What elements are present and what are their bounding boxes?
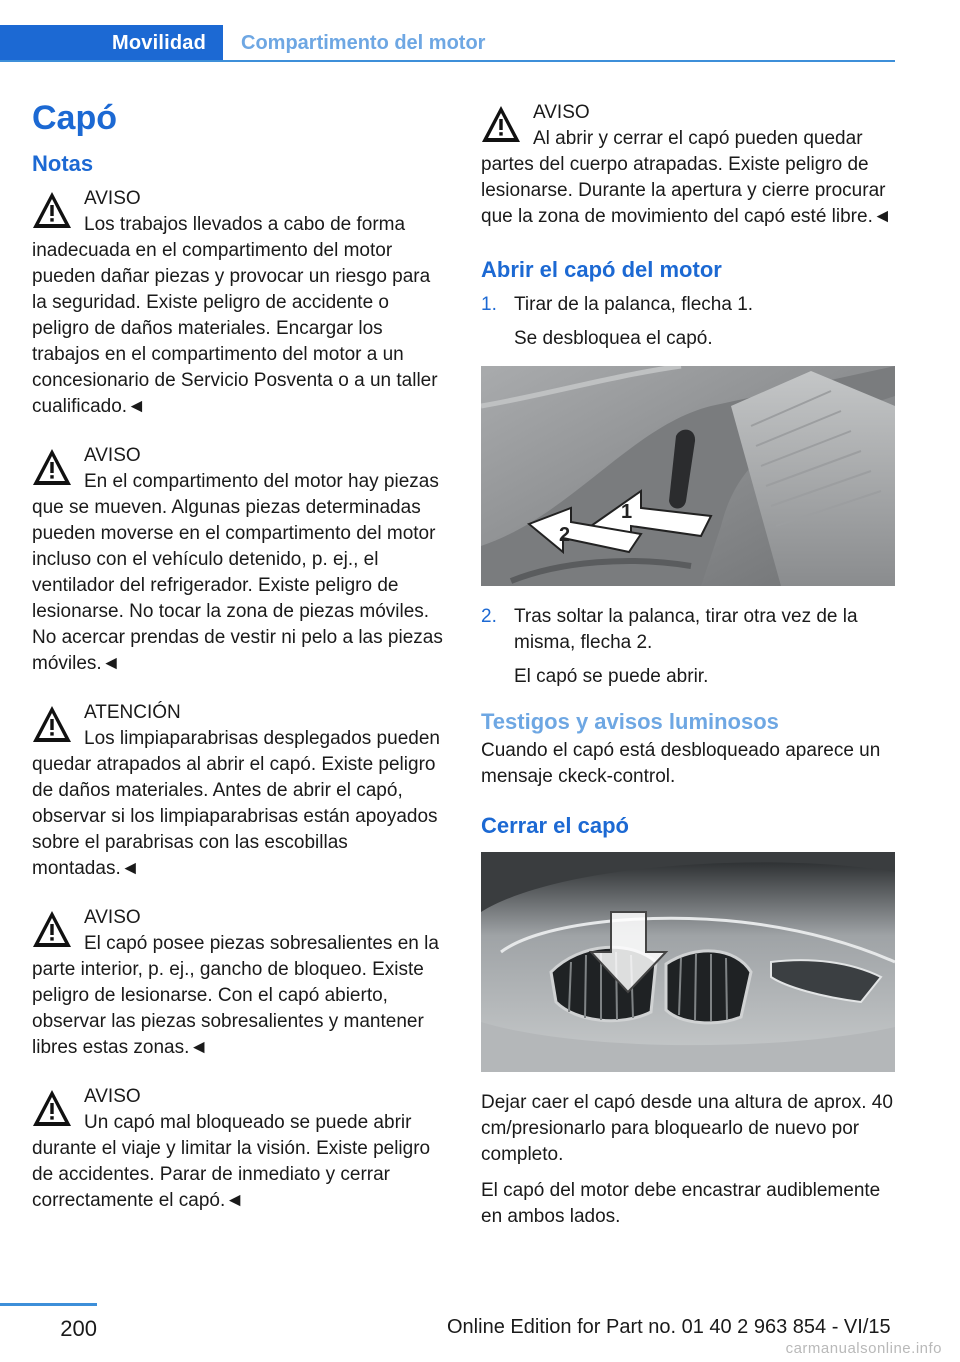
- indicator-lights-heading: Testigos y avisos luminosos: [481, 709, 779, 734]
- warning-triangle-icon: [32, 188, 72, 232]
- footer-rule: [0, 1303, 97, 1306]
- warning-block: [32, 1084, 448, 1214]
- warning-label: AVISO: [533, 102, 590, 123]
- arrow-label: 1: [621, 501, 633, 523]
- step-result: El capó se puede abrir.: [514, 666, 709, 687]
- step-text: Tirar de la palanca, flecha 1.: [514, 294, 754, 315]
- warning-text: Al abrir y cerrar el capó pueden quedar partes del cuerpo atrapadas. Existe peligro de lesionarse. Durante la apertura y cierre procurar que la zona de movimiento del capó esté libre.◄: [481, 128, 892, 227]
- header-rule: [0, 60, 895, 62]
- step-result: Se desbloquea el capó.: [514, 328, 713, 349]
- warning-label: AVISO: [84, 907, 141, 928]
- step-item: [481, 292, 897, 352]
- page-title: Capó: [32, 99, 117, 137]
- section-tab: [0, 25, 223, 62]
- warning-triangle-icon: [32, 445, 72, 489]
- step-number: 2.: [481, 606, 497, 627]
- section-label: Movilidad: [111, 32, 206, 54]
- warning-block: [32, 905, 448, 1061]
- open-steps: [481, 292, 897, 352]
- caution-text: Los limpiaparabrisas desplegados pueden quedar atrapados al abrir el capó. Existe peligro de daños materiales. Antes de abrir el capó, observar si los limpiaparabrisas están apoyados sobre el parabrisas con las escobillas montadas.◄: [32, 728, 440, 879]
- warning-label: AVISO: [84, 445, 141, 466]
- warning-triangle-icon: [32, 907, 72, 951]
- warning-text: El capó posee piezas sobresalientes en la parte interior, p. ej., gancho de bloqueo. Existe peligro de lesionarse. Con el capó abierto, observar las piezas sobresalientes y mantener libres estas zonas.◄: [32, 933, 439, 1058]
- arrow-label: 2: [559, 524, 571, 546]
- watermark-text: carmanualsonline.info: [785, 1340, 942, 1357]
- close-hood-heading: Cerrar el capó: [481, 813, 629, 838]
- close-hood-text: Dejar caer el capó desde una altura de aprox. 40 cm/presionarlo para bloquearlo de nuevo por completo.: [481, 1092, 893, 1165]
- close-hood-note: El capó del motor debe encastrar audiblemente en ambos lados.: [481, 1180, 881, 1227]
- step-item: [481, 604, 897, 690]
- right-column: [481, 100, 897, 1240]
- warning-text: Un capó mal bloqueado se puede abrir durante el viaje y limitar la visión. Existe peligro de accidentes. Parar de inmediato y cerrar correctamente el capó.◄: [32, 1112, 431, 1211]
- indicator-lights-text: Cuando el capó está desbloqueado aparece un mensaje ckeck-control.: [481, 740, 881, 787]
- warning-text: En el compartimento del motor hay piezas que se mueven. Algunas piezas determinadas pueden moverse en el compartimento del motor incluso con el vehículo detenido, p. ej., el ventilador del refrigerador. Existe peligro de lesionarse. No tocar la zona de piezas móviles. No acercar prendas de vestir ni pelo a las piezas móviles.◄: [32, 471, 443, 674]
- warning-triangle-icon: [32, 1086, 72, 1130]
- warning-triangle-icon: [481, 102, 521, 146]
- notes-heading: Notas: [32, 151, 94, 176]
- subsection-label: Compartimento del motor: [241, 32, 486, 54]
- caution-block: [32, 700, 448, 882]
- edition-text: Online Edition for Part no. 01 40 2 963 854 - VI/15: [447, 1316, 891, 1338]
- left-column: [32, 98, 448, 1237]
- hood-closing-image: [481, 852, 895, 1072]
- warning-block: [32, 186, 448, 420]
- warning-label: AVISO: [84, 1086, 141, 1107]
- warning-triangle-icon: [32, 702, 72, 746]
- warning-block: [481, 100, 897, 230]
- step-text: Tras soltar la palanca, tirar otra vez de la misma, flecha 2.: [514, 606, 858, 653]
- open-steps-continued: [481, 604, 897, 690]
- step-number: 1.: [481, 294, 497, 315]
- warning-label: AVISO: [84, 188, 141, 209]
- warning-block: [32, 443, 448, 677]
- open-hood-heading: Abrir el capó del motor: [481, 257, 722, 282]
- page-number: 200: [60, 1316, 97, 1341]
- caution-label: ATENCIÓN: [84, 702, 181, 723]
- warning-text: Los trabajos llevados a cabo de forma inadecuada en el compartimento del motor pueden dañar piezas y provocar un riesgo para la seguridad. Existe peligro de accidente o peligro de daños materiales. Encargar los trabajos en el compartimento del motor a un concesionario de Servicio Posventa o a un taller cualificado.◄: [32, 214, 438, 417]
- hood-lever-image: [481, 366, 895, 586]
